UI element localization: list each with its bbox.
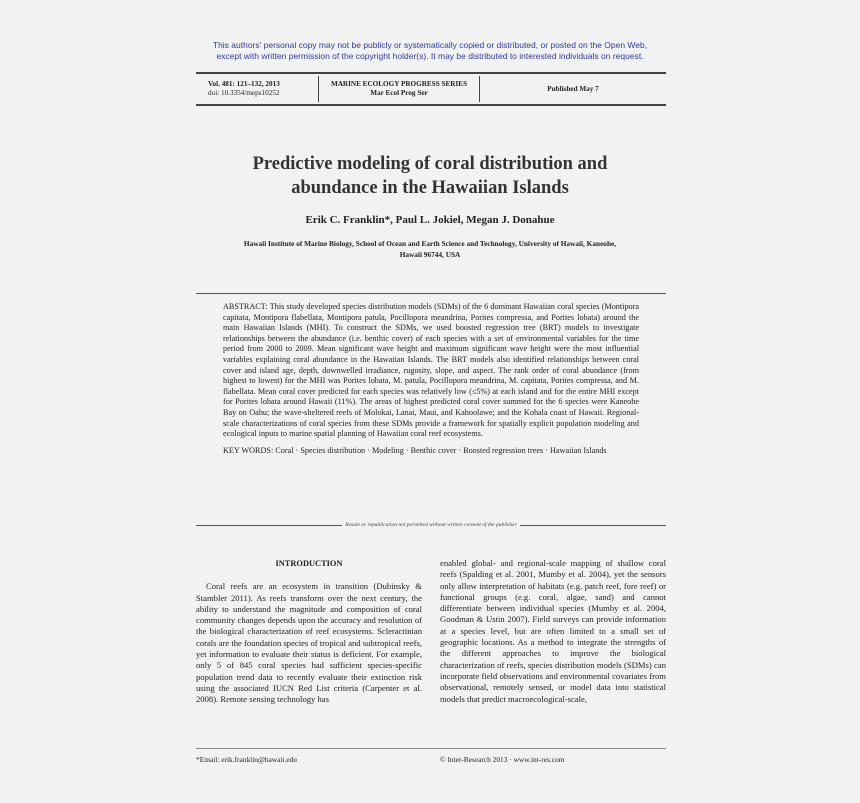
authors: Erik C. Franklin*, Paul L. Jokiel, Megan J. Donahue — [305, 214, 555, 226]
copyright-notice — [160, 40, 700, 62]
intro-paragraph-right: enabled global- and regional-scale mapping of shallow coral reefs (Spalding et al. 2001, Mumby et al. 2004), yet the sensors only allow interpretation of habitats (e.g. patch reef, fore reef) or functional groups (e.g. coral, algae, sand) and cannot differentiate between individual species (Mumby et al. 2004, Goodman & Ustin 2007). Field surveys can provide information at a species level, but are often limited to a small set of geographic locations. As a method to integrate the strengths of the different approaches to improve the biological characterization of reefs, species distribution models (SDMs) can incorporate field observations and environmental covariates from observational, remotely sensed, or model data into statistical models that predict macroecological-scale, — [440, 558, 666, 704]
abstract-text: ABSTRACT: This study developed species distribution models (SDMs) of the 6 dominant Hawaiian coral species (Montipora capitata, Montipora flabellata, Montipora patula, Pocillopora meandrina, Porites compressa, and Porites lobata) around the main Hawaiian Islands (MHI). To construct the SDMs, we used boosted regression tree (BRT) models to investigate relationships between the abundance (i.e. benthic cover) of each species with a set of environmental variables for the time period from 2000 to 2009. Mean significant wave height and maximum significant wave height were the most influential variables explaining coral abundance in the Hawaiian Islands. The BRT models also identified relationships between coral cover and island age, depth, downwelled irradiance, rugosity, slope, and aspect. The rank order of coral abundance (from highest to lowest) for the MHI was Porites lobata, M. patula, Pocillopora meandrina, M. capitata, Porites compressa, and M. flabellata. Mean coral cover predicted for each species was relatively low (≤5%) at each island and for the entire MHI except for Porites lobata around Hawaii (11%). The areas of highest predicted coral cover summed for the 6 species were Kaneohe Bay on Oahu; the wave-sheltered reefs of Molokai, Lanai, Maui, and Kahoolawe; and the Kohala coast of Hawaii. Regional-scale characterizations of coral species from these SDMs provide a framework for spatially explicit population modeling and ecological inputs to marine spatial planning of Hawaiian coral reef ecosystems. — [223, 302, 639, 439]
journal-abbr: Mar Ecol Prog Ser — [370, 89, 428, 97]
resale-divider — [196, 522, 666, 528]
right-column — [440, 558, 666, 705]
affiliation-line-2: Hawaii 96744, USA — [399, 250, 461, 259]
notice-line-1: This authors' personal copy may not be publicly or systematically copied or distributed, or posted on the Open Web, — [212, 40, 648, 50]
journal-header — [196, 72, 666, 106]
intro-paragraph-left: Coral reefs are an ecosystem in transition (Dubinsky & Stambler 2011). As reefs transform over the next century, the ability to understand the magnitude and composition of coral community changes depends upon the accuracy and resolution of the biological characterization of reef ecosystems. Scleractinian corals are the foundation species of tropical and subtropical reefs, yet information to evaluate their status is deficient. For example, only 5 of 845 coral species had sufficient species-specific population trend data to recently evaluate their extinction risk using the associated IUCN Red List criteria (Carpenter et al. 2008). Remote sensing technology has — [196, 581, 422, 705]
doi: doi: 10.3354/meps10252 — [208, 89, 280, 97]
notice-line-2: except with written permission of the copyright holder(s). It may be distributed to interested individuals on request. — [216, 51, 644, 61]
paper-title — [180, 152, 680, 200]
publisher-copyright: © Inter-Research 2013 · www.int-res.com — [440, 755, 565, 764]
affiliation-line-1: Hawaii Institute of Marine Biology, School of Ocean and Earth Science and Technology, University of Hawaii, Kaneohe, — [243, 239, 617, 248]
volume-info — [196, 80, 318, 98]
affiliation — [200, 238, 660, 260]
abstract-top-rule — [196, 293, 666, 294]
title-line-2: abundance in the Hawaiian Islands — [291, 178, 569, 198]
section-heading: INTRODUCTION — [275, 559, 343, 568]
title-line-1: Predictive modeling of coral distribution and — [252, 154, 608, 174]
journal-title: MARINE ECOLOGY PROGRESS SERIES — [330, 80, 468, 88]
resale-notice: Resale or republication not permitted without written consent of the publisher — [345, 522, 517, 528]
journal-name — [318, 76, 480, 102]
abstract — [223, 302, 639, 456]
left-column — [196, 558, 422, 706]
divider-line-left — [196, 525, 342, 526]
keywords: KEY WORDS: Coral · Species distribution · Modeling · Benthic cover · Boosted regression trees · Hawaiian Islands — [223, 445, 607, 455]
divider-line-right — [520, 525, 666, 526]
corresponding-email: *Email: erik.franklin@hawaii.edu — [196, 755, 298, 764]
footer-rule — [196, 748, 666, 749]
volume: Vol. 481: 121–132, 2013 — [208, 80, 280, 88]
publication-date: Published May 7 — [547, 84, 599, 93]
